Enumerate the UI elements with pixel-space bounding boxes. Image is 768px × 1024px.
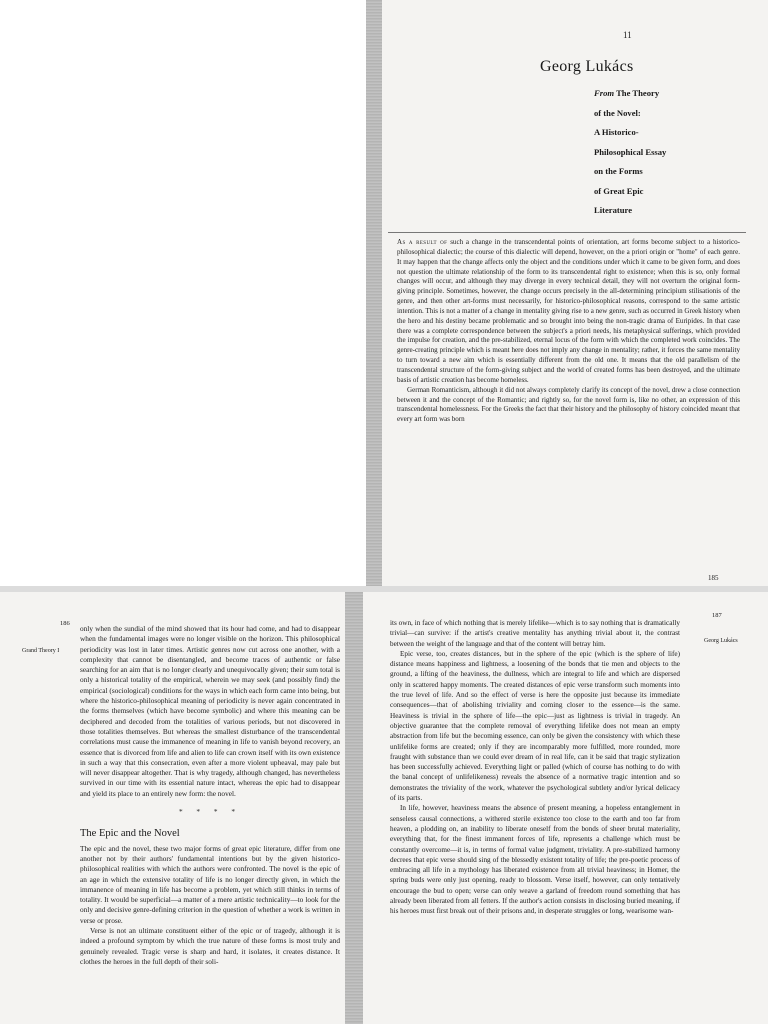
- paragraph: The epic and the novel, these two major forms of great epic literature, differ from one another not by their authors' fundamental intentions but by the given historico-philosophical realities with which the authors were confronted. The novel is the epic of an age in which the extensive totality of life is no longer directly given, in which the immanence of meaning in life has become a problem, yet which still thinks in terms of totality. It would be superficial—a matter of a mere artistic technicality—to look for the only and decisive genre-defining criterion in the question of whether a work is written in verse or prose.: [80, 843, 340, 925]
- subtitle-line: The Theory: [616, 88, 660, 98]
- paragraph: its own, in face of which nothing that is merely lifelike—which is to say nothing that is dramatically trivial—can survive: if the artist's creative mentality has anything trivial about it, the contrast between the weight of the language and that of the content will betray him.: [390, 619, 680, 648]
- running-head: Georg Lukács: [704, 638, 738, 644]
- subtitle-line: Philosophical Essay: [594, 146, 667, 157]
- running-head: Grand Theory I: [22, 648, 60, 654]
- body-text: [390, 618, 680, 917]
- paragraph: Verse is not an ultimate constituent either of the epic or of tragedy, although it is indeed a profound symptom by which the true nature of these forms is most truly and genuinely revealed. Tragic verse is sharp and hard, it isolates, it creates distance. It clothes the heroes in the full depth of their soli-: [80, 926, 340, 966]
- book-spine-shadow: [345, 592, 363, 1024]
- heading-rule: [388, 232, 746, 233]
- paragraph: German Romanticism, although it did not always completely clarify its concept of the novel, drew a close connection between it and the concept of the Romantic; and rightly so, for the novel form is, like no other, an expression of this transcendental homelessness. For the Greeks the fact that their history and the philosophy of history coincided meant that every art form was born: [397, 385, 740, 424]
- subtitle-from: From: [594, 88, 615, 98]
- section-break: * * * *: [178, 807, 242, 817]
- body-text: [397, 238, 740, 425]
- section-title: The Epic and the Novel: [80, 828, 180, 840]
- paragraph: Epic verse, too, creates distances, but in the sphere of the epic (which is the sphere of life) distance means happiness and lightness, a loosening of the bonds that tie men and objects to the ground, a lifting of the heaviness, the dullness, which are integral to life and which are dispersed only in scattered happy moments. The created distances of epic verse transform such moments into the true level of life. And so the effect of verse is here the opposite just because its immediate consequences—that of abolishing triviality and coming closer to the essence—is the same. Heaviness is trivial in the sphere of life—the epic—just as lightness is trivial in tragedy. An objective guarantee that the complete removal of everything lifelike does not mean an empty abstraction from life but the becoming essence, can only be given the consistency with which these unlifelike forms are created; only if they are incomparably more fulfilled, more rounded, more fraught with substance than we could ever dream of in real life, can it be said that tragic stylization has been successfully achieved. Everything light or palled (which of course has nothing to do with the banal concept of unlifelikeness) reveals the absence of a normative tragic intention and so demonstrates the triviality of the work, whatever the psychological subtlety and/or lyrical delicacy of its parts.: [390, 649, 680, 803]
- page-number: 187: [712, 612, 722, 619]
- paragraph: In life, however, heaviness means the absence of present meaning, a hopeless entanglement in senseless causal connections, a withered sterile existence too close to the earth and too far from heaven, a plodding on, an inability to liberate oneself from the bonds of sheer brutal materiality, everything that, for the finest immanent forces of life, represents a challenge which must be constantly overcome—it is, in terms of formal value judgment, triviality. A pre-stabilized harmony decrees that epic verse should sing of the blessedly existent totality of life; the pre-poetic process of embracing all life in a mythology has liberated existence from all trivial heaviness; in Homer, the spring buds were only just opening, ready to blossom. Verse itself, however, can only tentatively encourage the bud to open; verse can only weave a garland of freedom round something that has already been liberated from all fetters. If the author's action consists in disclosing buried meaning, if his heroes must first break out of their prisons and, in desperate struggles or long, wearisome wan-: [390, 804, 680, 916]
- book-spine-shadow: [366, 0, 382, 586]
- page-number: 11: [623, 30, 632, 40]
- page-number: 186: [60, 620, 70, 627]
- blank-page: [0, 0, 370, 586]
- body-text: [80, 624, 340, 967]
- subtitle-line: of the Novel:: [594, 107, 641, 118]
- paragraph-text: such a change in the transcendental points of orientation, art forms become subject to a historico-philosophical dialectic; the course of this dialectic will depend, however, on the a priori origin or "home" of each genre. It may happen that the change affects only the object and the conditions under which it came to be given form, and does not question the ultimate relationship of the form to its transcendental right to existence; when this is so, only formal changes will occur, and although they may diverge in every technical detail, they will not overturn the original form-giving principle. Sometimes, however, the change occurs precisely in the all-determining principium stilisationis of the genre, and then other art-forms must necessarily, for historico-philosophical reasons, correspond to the same artistic intention. This is not a matter of a change in mentality giving rise to a new genre, such as occurred in Greek history when the hero and his destiny became problematic and so brought into being the non-tragic drama of Euripides. In that case there was a complete correspondence between the subject's a priori needs, his metaphysical sufferings, which provided the impulse for creation, and the pre-stabilized, eternal locus of the form with which the completed work coincides. The genre-creating principle which is meant here does not imply any change in mentality; rather, it forces the same mentality to turn toward a new aim which is essentially different from the old one. It means that the old parallelism of the transcendental structure of the form-giving subject and the world of created forms has been destroyed, and the ultimate basis of artistic creation has become homeless.: [397, 238, 740, 384]
- subtitle-line: Literature: [594, 205, 633, 215]
- scan-divider: [0, 586, 768, 592]
- chapter-author: Georg Lukács: [540, 58, 634, 75]
- subtitle-line: on the Forms: [594, 166, 643, 176]
- chapter-subtitle: [594, 84, 724, 221]
- subtitle-line: A Historico-: [594, 127, 639, 137]
- subtitle-line: of Great Epic: [594, 185, 644, 196]
- paragraph: only when the sundial of the mind showed that its hour had come, and had to disappear when the fundamental images were no longer visible on the horizon. This philosophical periodicity was lost in later times. Artistic genres now cut across one another, with a complexity that cannot be disentangled, and become traces of authentic or false searching for an aim that is no longer clearly and unequivocally given; their sum total is only a historical totality of the empirical, wherein we may seek (and possibly find) the empirical (sociological) conditions for the ways in which each form came into being, but where the historico-philosophical meaning of periodicity is never again concentrated in the forms themselves (which have become symbolic) and where this meaning can be deciphered and decoded from the totalities of various periods, but not discovered in those totalities themselves. But whereas the smallest disturbance of the transcendental correlations must cause the immanence of meaning in life to vanish beyond recovery, an essence that is divorced from life and alien to life can crown itself with its own existence in such a way that this consecration, even after a more violent upheaval, may pale but will never disappear altogether. That is why tragedy, although changed, has nevertheless survived in our time with its essential nature intact, whereas the epic had to disappear and yield its place to an entirely new form: the novel.: [80, 624, 340, 798]
- page-number: 185: [708, 574, 719, 582]
- paragraph: [397, 238, 740, 386]
- lead-smallcaps: As a result of: [397, 238, 448, 246]
